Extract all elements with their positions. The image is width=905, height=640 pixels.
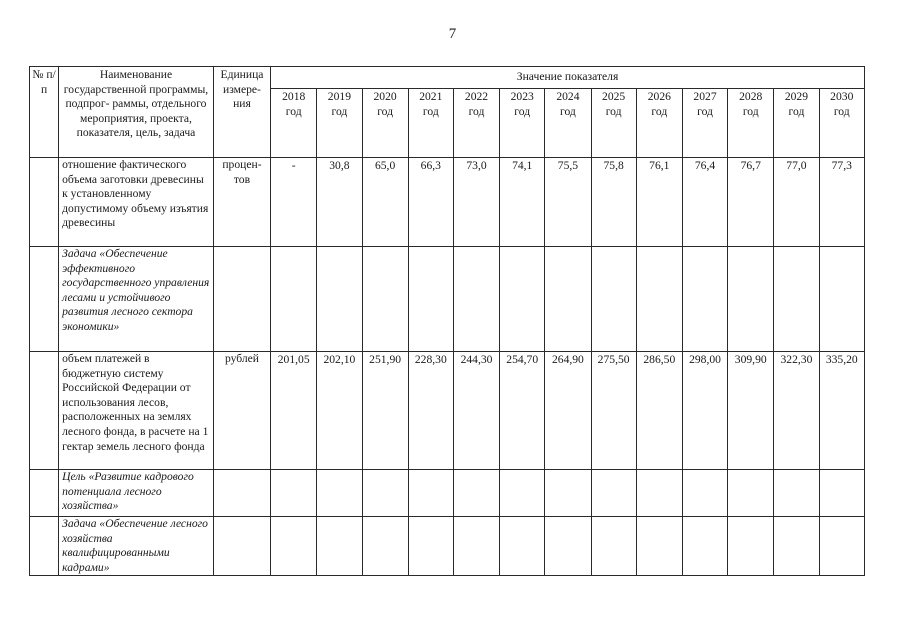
value-cell-2021 (408, 470, 453, 517)
table-row (30, 470, 865, 517)
value-cell-2026 (636, 517, 682, 576)
value-cell-2025 (591, 517, 636, 576)
header-year-label: 2022 (464, 90, 489, 103)
value-cell-2028: 309,90 (728, 352, 774, 470)
value-cell-2030 (819, 470, 864, 517)
header-year-label: 2021 (419, 90, 443, 103)
value-cell-2025 (591, 247, 636, 352)
value-cell-2021: 228,30 (408, 352, 453, 470)
row-num-cell (30, 247, 59, 352)
value-cell-2019 (317, 247, 362, 352)
value-cell-2023: 74,1 (500, 158, 545, 247)
header-year-2021 (408, 89, 453, 158)
table-row (30, 247, 865, 352)
header-year-label: 2018 (282, 90, 306, 103)
header-year-label: 2024 (556, 90, 580, 103)
value-cell-2029 (774, 517, 819, 576)
value-cell-2019 (317, 470, 362, 517)
value-cell-2030: 77,3 (819, 158, 864, 247)
value-cell-2022 (453, 470, 499, 517)
header-year-label: 2027 (693, 90, 717, 103)
header-year-2028 (728, 89, 774, 158)
value-cell-2022: 73,0 (453, 158, 499, 247)
value-cell-2018 (271, 517, 317, 576)
value-cell-2018: 201,05 (271, 352, 317, 470)
header-year-unit: год (560, 104, 576, 118)
row-name-cell: Задача «Обеспечение лесного хозяйства квалифицированными кадрами» (59, 517, 214, 576)
value-cell-2025: 275,50 (591, 352, 636, 470)
header-year-unit: год (651, 104, 668, 118)
header-year-2023 (500, 89, 545, 158)
header-year-label: 2030 (830, 90, 854, 103)
row-unit-cell: рублей (213, 352, 270, 470)
table-row (30, 517, 865, 576)
row-name-cell: Цель «Развитие кадрового потенциала лесного хозяйства» (59, 470, 214, 517)
value-cell-2030 (819, 247, 864, 352)
value-cell-2028 (728, 470, 774, 517)
value-cell-2029 (774, 247, 819, 352)
value-cell-2019 (317, 517, 362, 576)
header-year-label: 2025 (602, 90, 626, 103)
header-year-label: 2028 (739, 90, 763, 103)
header-year-2025 (591, 89, 636, 158)
header-year-2029 (774, 89, 819, 158)
indicator-table (29, 66, 865, 576)
value-cell-2028 (728, 247, 774, 352)
value-cell-2021 (408, 517, 453, 576)
value-cell-2027: 298,00 (682, 352, 727, 470)
header-year-unit: год (377, 104, 394, 118)
header-year-label: 2020 (373, 90, 397, 103)
header-year-label: 2029 (784, 90, 809, 103)
row-name-cell: объем платежей в бюджетную систему Российской Федерации от использования лесов, расположенных на землях лесного фонда, в расчете на 1 гектар земель лесного фонда (59, 352, 214, 470)
value-cell-2024 (545, 470, 591, 517)
value-cell-2025: 75,8 (591, 158, 636, 247)
table-row (30, 352, 865, 470)
header-year-unit: год (697, 104, 713, 118)
header-year-unit: год (742, 104, 759, 118)
value-cell-2020: 251,90 (362, 352, 408, 470)
row-unit-cell (213, 247, 270, 352)
value-cell-2026 (636, 247, 682, 352)
value-cell-2030 (819, 517, 864, 576)
row-num-cell (30, 352, 59, 470)
value-cell-2026: 286,50 (636, 352, 682, 470)
value-cell-2023: 254,70 (500, 352, 545, 470)
value-cell-2022: 244,30 (453, 352, 499, 470)
row-name-cell: отношение фактического объема заготовки древесины к установленному допустимому объему изъятия древесины (59, 158, 214, 247)
header-year-label: 2023 (510, 90, 534, 103)
value-cell-2019: 202,10 (317, 352, 362, 470)
value-cell-2028 (728, 517, 774, 576)
value-cell-2023 (500, 247, 545, 352)
value-cell-2022 (453, 517, 499, 576)
value-cell-2029: 77,0 (774, 158, 819, 247)
header-year-2022 (453, 89, 499, 158)
value-cell-2030: 335,20 (819, 352, 864, 470)
value-cell-2029 (774, 470, 819, 517)
header-row-1 (30, 67, 865, 89)
value-cell-2024: 264,90 (545, 352, 591, 470)
value-cell-2019: 30,8 (317, 158, 362, 247)
row-unit-cell (213, 470, 270, 517)
value-cell-2021: 66,3 (408, 158, 453, 247)
value-cell-2022 (453, 247, 499, 352)
header-year-2030 (819, 89, 864, 158)
header-year-unit: год (605, 104, 622, 118)
header-year-label: 2019 (327, 90, 351, 103)
header-year-2026 (636, 89, 682, 158)
row-unit-cell: процен- тов (213, 158, 270, 247)
value-cell-2027: 76,4 (682, 158, 727, 247)
value-cell-2024: 75,5 (545, 158, 591, 247)
header-year-label: 2026 (647, 90, 671, 103)
value-cell-2026 (636, 470, 682, 517)
value-cell-2024 (545, 517, 591, 576)
value-cell-2023 (500, 470, 545, 517)
header-num: № п/п (30, 67, 59, 158)
value-cell-2020 (362, 517, 408, 576)
header-year-unit: год (514, 104, 531, 118)
value-cell-2020 (362, 470, 408, 517)
header-year-2024 (545, 89, 591, 158)
value-cell-2018: - (271, 158, 317, 247)
value-cell-2027 (682, 470, 727, 517)
value-cell-2024 (545, 247, 591, 352)
value-cell-2026: 76,1 (636, 158, 682, 247)
header-year-unit: год (422, 104, 439, 118)
header-values: Значение показателя (271, 67, 865, 89)
value-cell-2021 (408, 247, 453, 352)
row-name-cell: Задача «Обеспечение эффективного государственного управления лесами и устойчивого развития лесного сектора экономики» (59, 247, 214, 352)
header-name: Наименование государственной программы, подпрог- раммы, отдельного мероприятия, проекта, показателя, цель, задача (59, 67, 214, 158)
header-year-unit: год (331, 104, 348, 118)
row-unit-cell (213, 517, 270, 576)
header-year-2020 (362, 89, 408, 158)
row-num-cell (30, 517, 59, 576)
header-year-2027 (682, 89, 727, 158)
row-num-cell (30, 470, 59, 517)
value-cell-2020 (362, 247, 408, 352)
header-year-2018 (271, 89, 317, 158)
value-cell-2028: 76,7 (728, 158, 774, 247)
header-year-unit: год (468, 104, 485, 118)
table-row (30, 158, 865, 247)
header-unit: Единица измере- ния (213, 67, 270, 158)
value-cell-2025 (591, 470, 636, 517)
value-cell-2018 (271, 247, 317, 352)
row-num-cell (30, 158, 59, 247)
value-cell-2023 (500, 517, 545, 576)
page-number: 7 (448, 26, 457, 42)
header-year-2019 (317, 89, 362, 158)
value-cell-2027 (682, 247, 727, 352)
value-cell-2027 (682, 517, 727, 576)
header-year-unit: год (788, 104, 805, 118)
value-cell-2020: 65,0 (362, 158, 408, 247)
header-year-unit: год (833, 104, 850, 118)
header-year-unit: год (285, 104, 302, 118)
value-cell-2018 (271, 470, 317, 517)
value-cell-2029: 322,30 (774, 352, 819, 470)
